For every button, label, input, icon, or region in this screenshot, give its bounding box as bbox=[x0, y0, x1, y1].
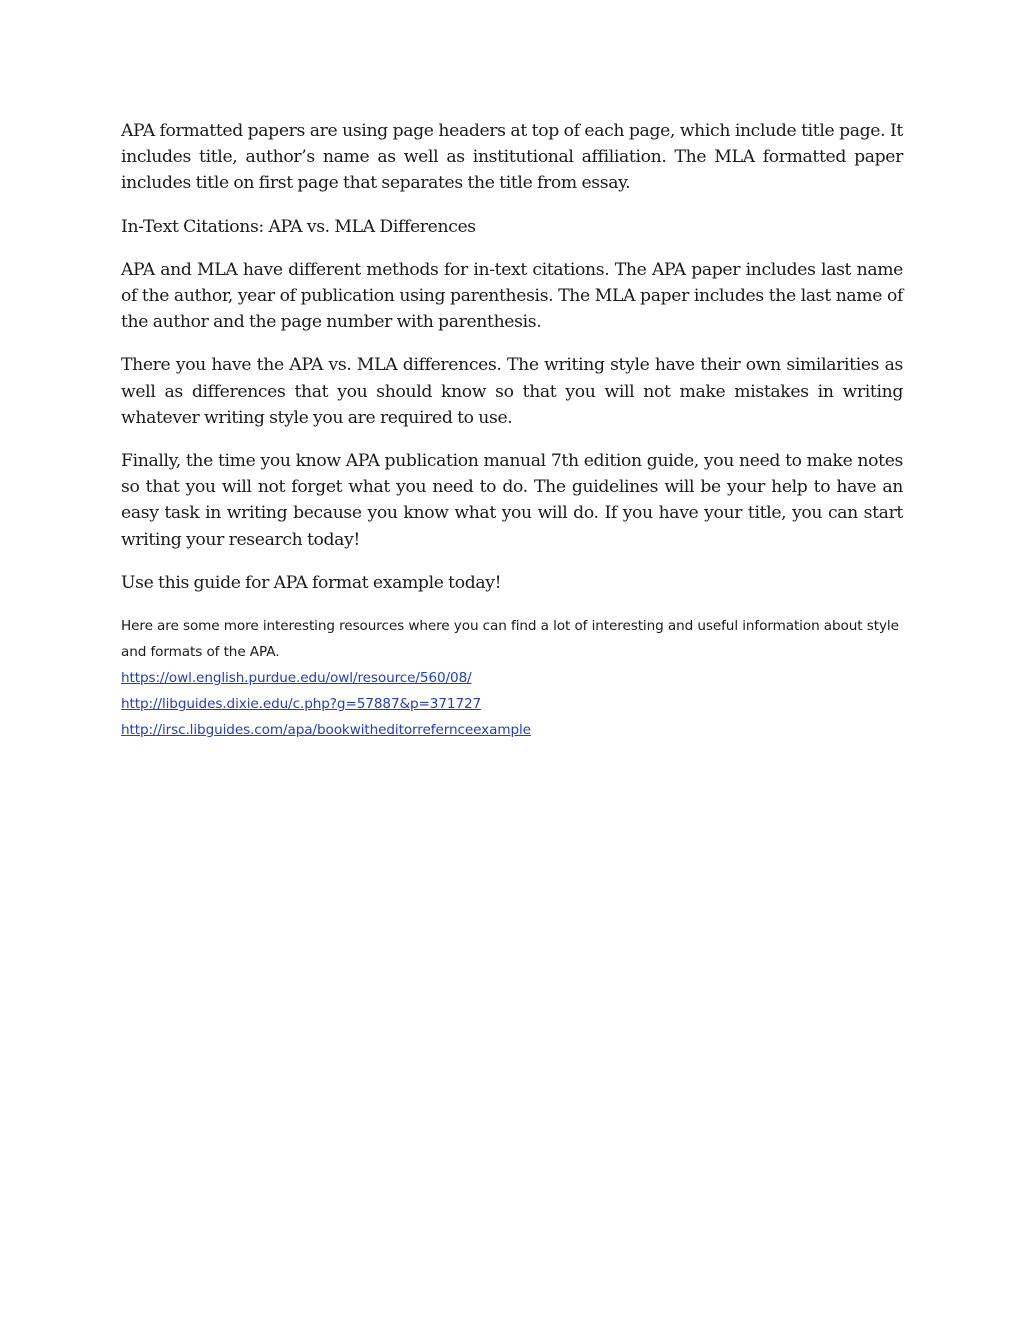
dixie-libguides-link[interactable]: http://libguides.dixie.edu/c.php?g=57887&p=371727 bbox=[121, 696, 482, 713]
resource-links-list bbox=[121, 665, 903, 743]
resource-link-item bbox=[121, 691, 903, 717]
purdue-owl-link[interactable]: https://owl.english.purdue.edu/owl/resource/560/08/ bbox=[121, 670, 472, 687]
resource-link-item bbox=[121, 717, 903, 743]
document-body bbox=[121, 118, 903, 743]
paragraph-final-notes: Finally, the time you know APA publication manual 7th edition guide, you need to make notes so that you will not forget what you need to do. The guidelines will be your help to have an easy task in writing because you know what you will do. If you have your title, you can start writing your research today! bbox=[121, 451, 903, 550]
paragraph-page-headers: APA formatted papers are using page headers at top of each page, which include title page. It includes title, author’s name as well as institutional affiliation. The MLA formatted paper includes title on first page that separates the title from essay. bbox=[121, 121, 903, 194]
section-heading-in-text-citations: In-Text Citations: APA vs. MLA Differences bbox=[121, 216, 476, 237]
resources-intro: Here are some more interesting resources where you can find a lot of interesting and useful information about style and formats of the APA. bbox=[121, 618, 899, 661]
paragraph-in-text-citations: APA and MLA have different methods for in-text citations. The APA paper includes last name of the author, year of publication using parenthesis. The MLA paper includes the last name of the author and the page number with parenthesis. bbox=[121, 259, 903, 333]
paragraph-call-to-action: Use this guide for APA format example today! bbox=[121, 572, 502, 593]
irsc-libguides-link[interactable]: http://irsc.libguides.com/apa/bookwitheditorrefernceexample bbox=[121, 722, 531, 739]
resource-link-item bbox=[121, 665, 903, 691]
paragraph-differences-summary: There you have the APA vs. MLA differences. The writing style have their own similarities as well as differences that you should know so that you will not make mistakes in writing whatever writing style you are required to use. bbox=[121, 355, 903, 428]
